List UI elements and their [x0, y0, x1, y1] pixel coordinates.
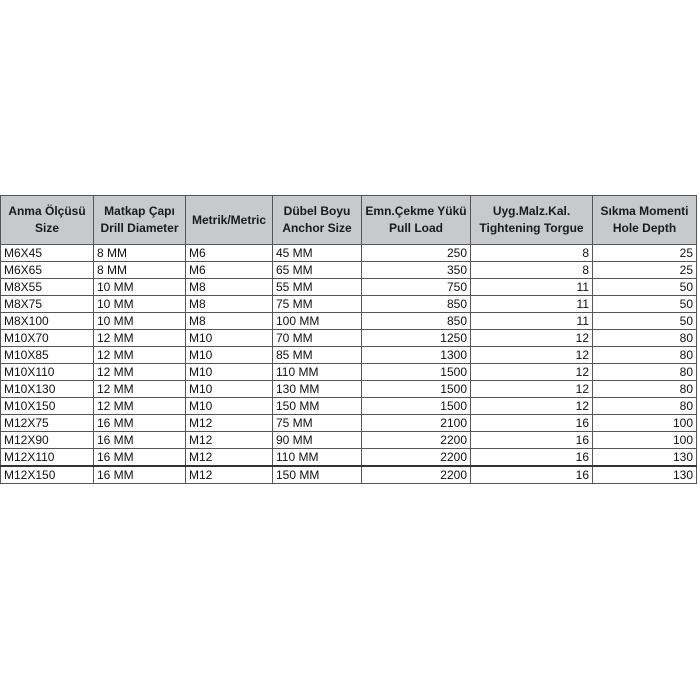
cell-metric: M6 — [186, 245, 273, 262]
cell-drill-diameter: 16 MM — [94, 432, 186, 449]
table-row — [1, 279, 697, 296]
cell-hole-depth: 80 — [593, 330, 697, 347]
cell-pull-load: 350 — [362, 262, 471, 279]
cell-hole-depth: 50 — [593, 279, 697, 296]
cell-drill-diameter: 10 MM — [94, 313, 186, 330]
cell-metric: M10 — [186, 347, 273, 364]
cell-metric: M10 — [186, 398, 273, 415]
cell-anchor-size: 70 MM — [273, 330, 362, 347]
cell-hole-depth: 100 — [593, 415, 697, 432]
cell-tightening-torque: 11 — [471, 313, 593, 330]
cell-anchor-size: 100 MM — [273, 313, 362, 330]
header-row — [1, 196, 697, 245]
cell-size: M10X70 — [1, 330, 94, 347]
cell-metric: M12 — [186, 432, 273, 449]
cell-tightening-torque: 8 — [471, 262, 593, 279]
cell-size: M12X75 — [1, 415, 94, 432]
cell-drill-diameter: 16 MM — [94, 466, 186, 484]
cell-pull-load: 850 — [362, 313, 471, 330]
cell-pull-load: 2100 — [362, 415, 471, 432]
cell-tightening-torque: 16 — [471, 432, 593, 449]
cell-hole-depth: 80 — [593, 398, 697, 415]
header-hole-depth: Sıkma Momenti Hole Depth — [593, 196, 697, 245]
table-row — [1, 262, 697, 279]
cell-anchor-size: 110 MM — [273, 449, 362, 467]
cell-tightening-torque: 12 — [471, 398, 593, 415]
cell-tightening-torque: 12 — [471, 381, 593, 398]
cell-pull-load: 1500 — [362, 364, 471, 381]
table-row — [1, 296, 697, 313]
cell-tightening-torque: 11 — [471, 279, 593, 296]
cell-hole-depth: 25 — [593, 245, 697, 262]
cell-pull-load: 1250 — [362, 330, 471, 347]
cell-metric: M6 — [186, 262, 273, 279]
cell-size: M12X150 — [1, 466, 94, 484]
cell-anchor-size: 150 MM — [273, 466, 362, 484]
table-row — [1, 449, 697, 467]
cell-anchor-size: 75 MM — [273, 415, 362, 432]
header-size: Anma Ölçüsü Size — [1, 196, 94, 245]
cell-size: M12X110 — [1, 449, 94, 467]
cell-tightening-torque: 12 — [471, 347, 593, 364]
cell-metric: M12 — [186, 449, 273, 467]
cell-hole-depth: 130 — [593, 466, 697, 484]
cell-size: M8X75 — [1, 296, 94, 313]
cell-tightening-torque: 11 — [471, 296, 593, 313]
anchor-spec-table — [0, 195, 697, 484]
cell-size: M6X65 — [1, 262, 94, 279]
cell-tightening-torque: 16 — [471, 466, 593, 484]
cell-anchor-size: 75 MM — [273, 296, 362, 313]
cell-anchor-size: 55 MM — [273, 279, 362, 296]
cell-anchor-size: 45 MM — [273, 245, 362, 262]
cell-pull-load: 2200 — [362, 432, 471, 449]
cell-pull-load: 1500 — [362, 398, 471, 415]
table-row — [1, 466, 697, 484]
cell-size: M8X55 — [1, 279, 94, 296]
cell-anchor-size: 150 MM — [273, 398, 362, 415]
cell-hole-depth: 25 — [593, 262, 697, 279]
cell-anchor-size: 90 MM — [273, 432, 362, 449]
cell-drill-diameter: 12 MM — [94, 398, 186, 415]
table-row — [1, 313, 697, 330]
cell-pull-load: 2200 — [362, 466, 471, 484]
cell-anchor-size: 110 MM — [273, 364, 362, 381]
header-drill-diameter: Matkap Çapı Drill Diameter — [94, 196, 186, 245]
cell-metric: M12 — [186, 415, 273, 432]
table-row — [1, 245, 697, 262]
cell-drill-diameter: 12 MM — [94, 381, 186, 398]
cell-hole-depth: 100 — [593, 432, 697, 449]
cell-size: M12X90 — [1, 432, 94, 449]
cell-size: M10X110 — [1, 364, 94, 381]
cell-size: M10X150 — [1, 398, 94, 415]
table-body — [1, 245, 697, 484]
cell-size: M10X85 — [1, 347, 94, 364]
cell-metric: M10 — [186, 381, 273, 398]
cell-pull-load: 2200 — [362, 449, 471, 467]
cell-pull-load: 250 — [362, 245, 471, 262]
cell-metric: M12 — [186, 466, 273, 484]
cell-drill-diameter: 10 MM — [94, 296, 186, 313]
cell-anchor-size: 130 MM — [273, 381, 362, 398]
cell-drill-diameter: 16 MM — [94, 449, 186, 467]
cell-size: M8X100 — [1, 313, 94, 330]
cell-size: M6X45 — [1, 245, 94, 262]
cell-anchor-size: 85 MM — [273, 347, 362, 364]
cell-tightening-torque: 16 — [471, 449, 593, 467]
cell-anchor-size: 65 MM — [273, 262, 362, 279]
cell-drill-diameter: 8 MM — [94, 262, 186, 279]
cell-tightening-torque: 8 — [471, 245, 593, 262]
cell-pull-load: 850 — [362, 296, 471, 313]
table-row — [1, 347, 697, 364]
cell-metric: M10 — [186, 364, 273, 381]
cell-hole-depth: 80 — [593, 347, 697, 364]
cell-metric: M10 — [186, 330, 273, 347]
cell-size: M10X130 — [1, 381, 94, 398]
header-pull-load: Emn.Çekme Yükü Pull Load — [362, 196, 471, 245]
cell-metric: M8 — [186, 296, 273, 313]
cell-hole-depth: 80 — [593, 364, 697, 381]
header-anchor-size: Dübel Boyu Anchor Size — [273, 196, 362, 245]
cell-hole-depth: 50 — [593, 296, 697, 313]
header-tightening-torque: Uyg.Malz.Kal. Tightening Torgue — [471, 196, 593, 245]
cell-drill-diameter: 12 MM — [94, 347, 186, 364]
table-row — [1, 364, 697, 381]
cell-pull-load: 1300 — [362, 347, 471, 364]
cell-hole-depth: 130 — [593, 449, 697, 467]
cell-tightening-torque: 12 — [471, 330, 593, 347]
header-metric: Metrik/Metric — [186, 196, 273, 245]
cell-drill-diameter: 10 MM — [94, 279, 186, 296]
cell-tightening-torque: 16 — [471, 415, 593, 432]
cell-hole-depth: 50 — [593, 313, 697, 330]
cell-tightening-torque: 12 — [471, 364, 593, 381]
table-row — [1, 415, 697, 432]
cell-pull-load: 750 — [362, 279, 471, 296]
table-row — [1, 432, 697, 449]
cell-drill-diameter: 12 MM — [94, 364, 186, 381]
cell-metric: M8 — [186, 279, 273, 296]
table-row — [1, 381, 697, 398]
table-row — [1, 398, 697, 415]
cell-drill-diameter: 8 MM — [94, 245, 186, 262]
cell-metric: M8 — [186, 313, 273, 330]
cell-drill-diameter: 12 MM — [94, 330, 186, 347]
cell-drill-diameter: 16 MM — [94, 415, 186, 432]
cell-hole-depth: 80 — [593, 381, 697, 398]
cell-pull-load: 1500 — [362, 381, 471, 398]
table-row — [1, 330, 697, 347]
